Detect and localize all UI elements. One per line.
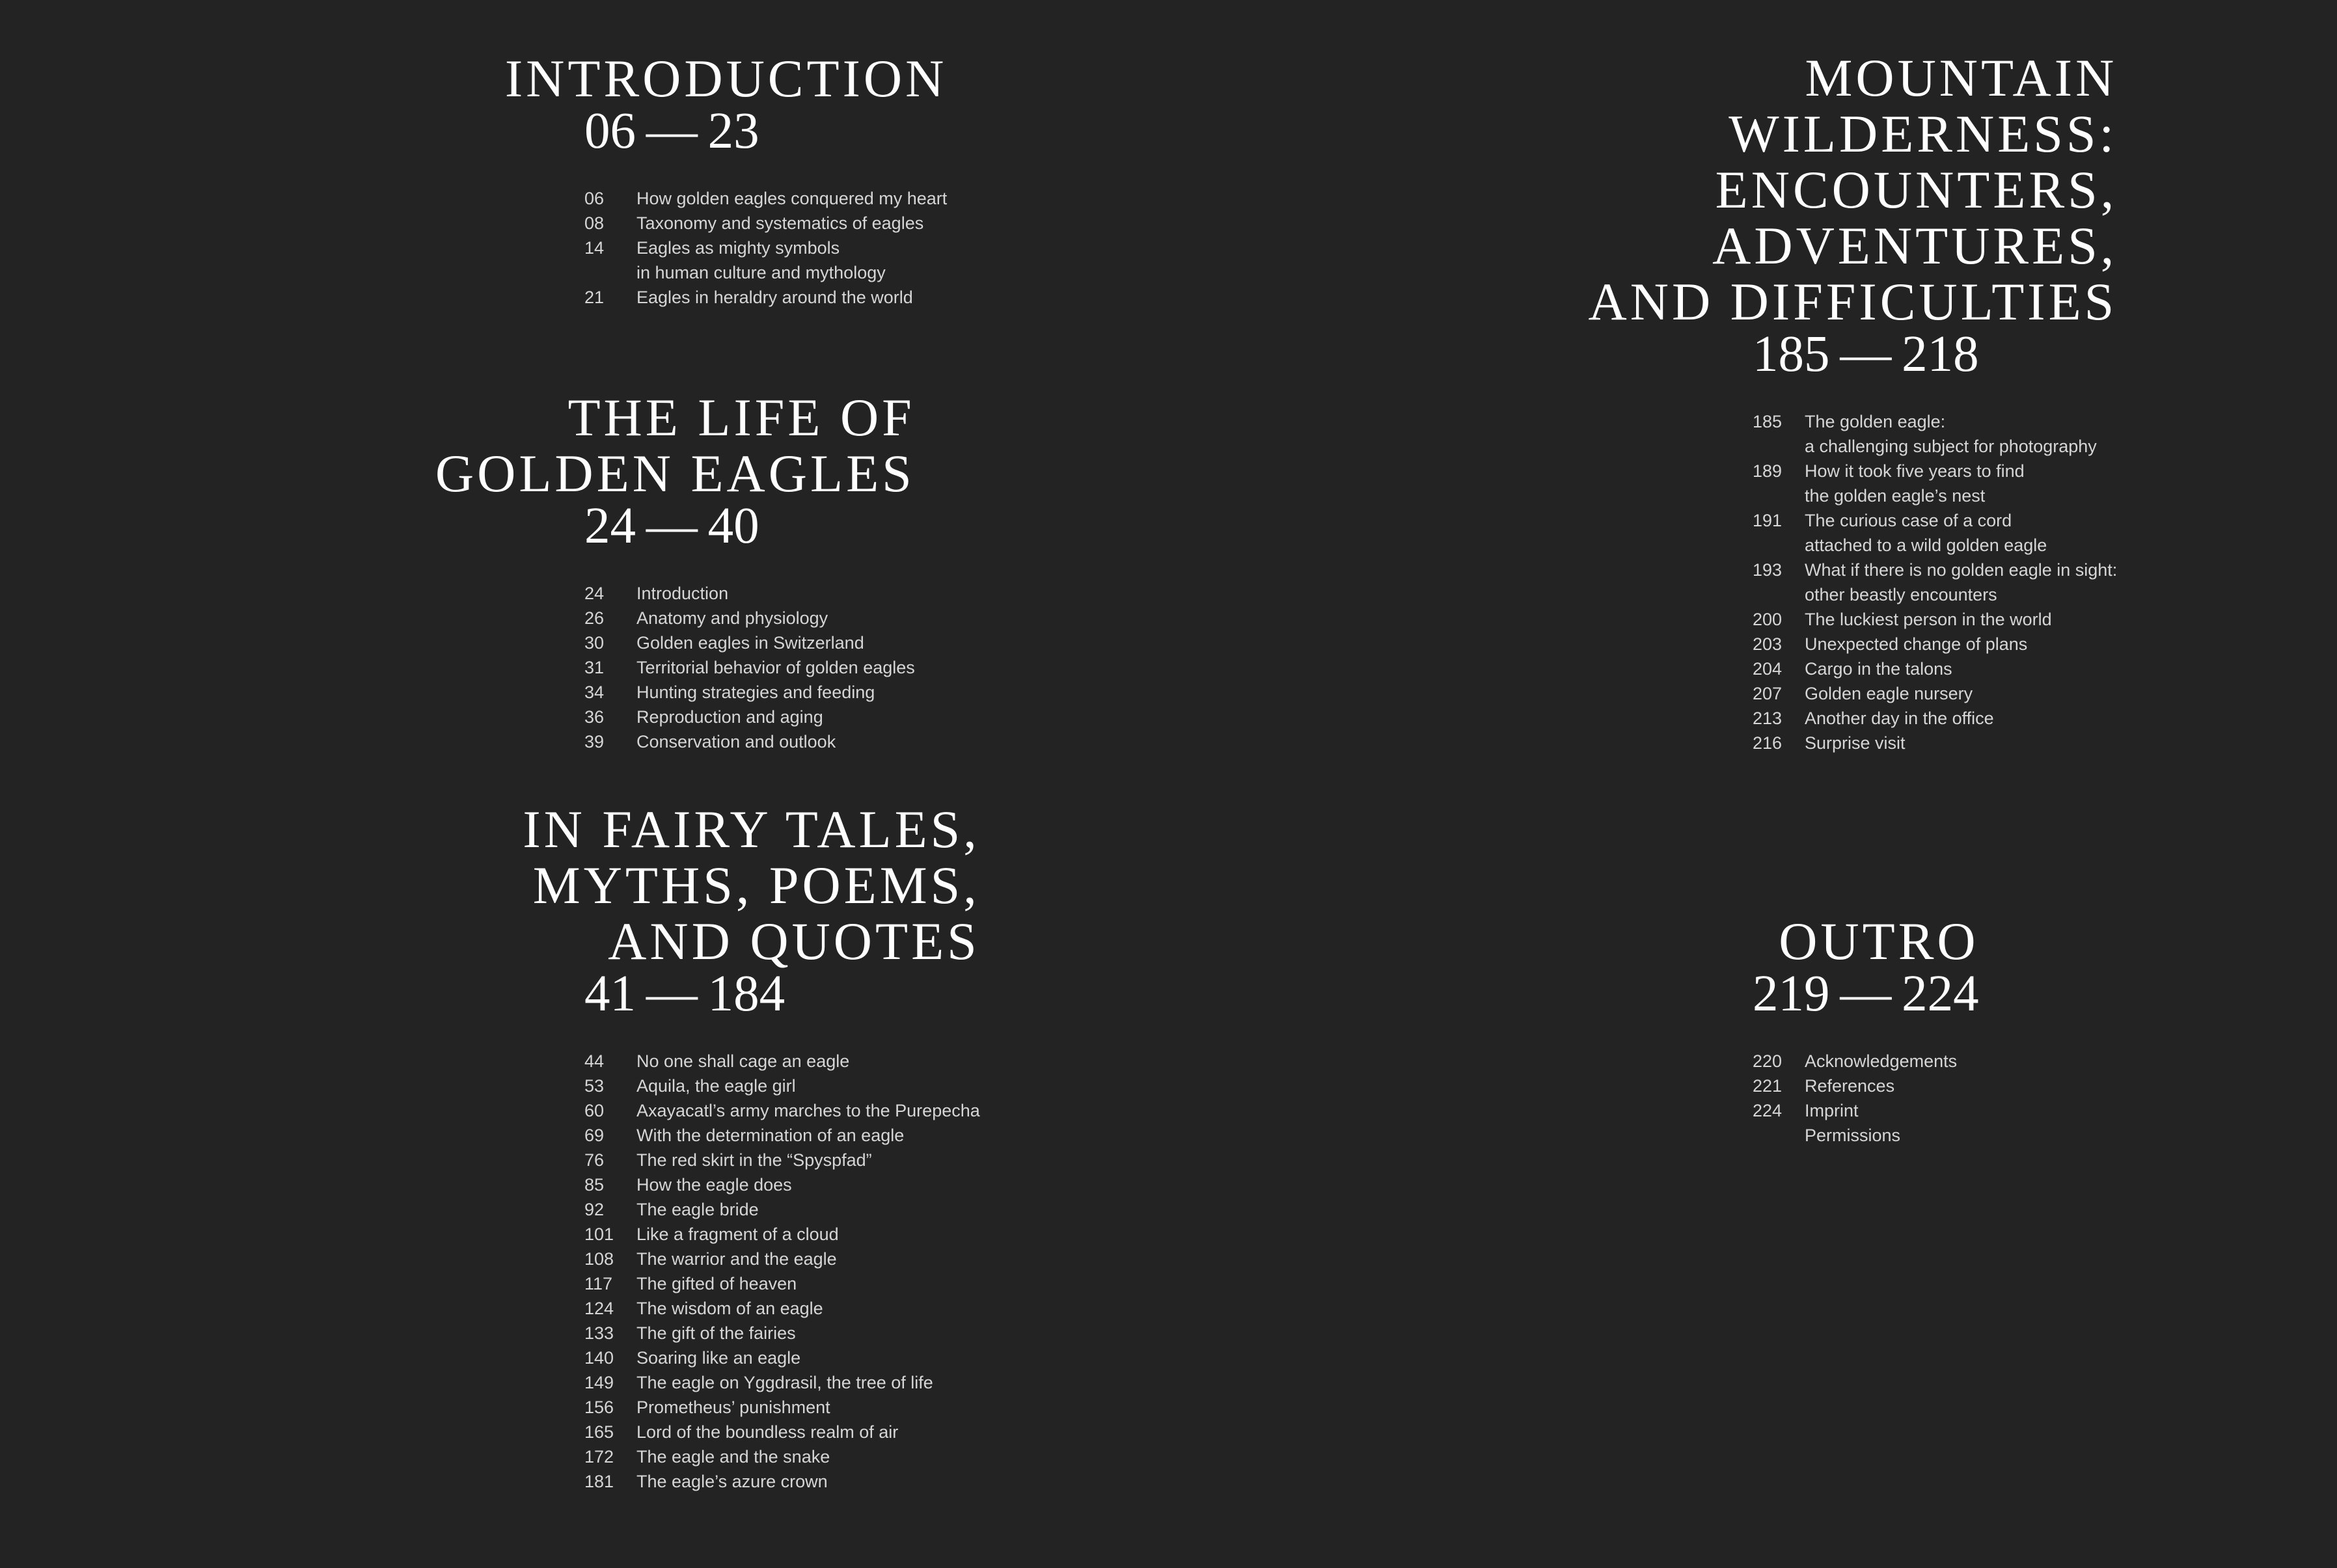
entry-title: Reproduction and aging [636, 707, 823, 727]
section-title: IN FAIRY TALES, MYTHS, POEMS, AND QUOTES [523, 800, 980, 971]
entry-list [584, 186, 947, 310]
entry-title: Soaring like an eagle [636, 1348, 801, 1368]
entry-title: The wisdom of an eagle [636, 1299, 823, 1318]
toc-entry[interactable] [1753, 1123, 1979, 1148]
toc-entry[interactable] [584, 1469, 980, 1494]
entry-page-number: 172 [584, 1447, 614, 1467]
section-mountain-wilderness [1588, 48, 2118, 755]
entry-page-number: 149 [584, 1373, 614, 1392]
toc-entry[interactable] [584, 1074, 980, 1098]
entry-list [1753, 1049, 1979, 1148]
entry-page-number: 76 [584, 1150, 605, 1170]
entry-title: The golden eagle: a challenging subject for photography [1805, 412, 2097, 456]
toc-entry[interactable] [584, 729, 915, 754]
entry-page-number: 92 [584, 1200, 605, 1219]
entry-page-number: 30 [584, 633, 605, 653]
entry-title: Hunting strategies and feeding [636, 683, 875, 702]
toc-entry[interactable] [1753, 706, 2117, 731]
entry-page-number: 181 [584, 1472, 614, 1491]
toc-entry[interactable] [584, 186, 947, 211]
entry-page-number: 140 [584, 1348, 614, 1368]
entry-title: The eagle bride [636, 1200, 759, 1219]
entry-page-number: 44 [584, 1051, 605, 1071]
entry-page-number: 185 [1753, 412, 1783, 431]
entry-page-number: 220 [1753, 1051, 1783, 1071]
toc-entry[interactable] [584, 655, 915, 680]
toc-entry[interactable] [584, 1395, 980, 1420]
entry-title: Aquila, the eagle girl [636, 1076, 796, 1096]
entry-page-number: 221 [1753, 1076, 1783, 1096]
entry-page-number: 24 [584, 584, 605, 603]
entry-title: How the eagle does [636, 1175, 792, 1195]
page-range: 24 — 40 [584, 498, 759, 554]
entry-title: Taxonomy and systematics of eagles [636, 213, 924, 233]
entry-title: Acknowledgements [1805, 1051, 1958, 1071]
entry-page-number: 207 [1753, 684, 1783, 703]
entry-page-number: 53 [584, 1076, 605, 1096]
toc-entry[interactable] [584, 1444, 980, 1469]
entry-title: Anatomy and physiology [636, 608, 828, 628]
toc-entry[interactable] [584, 1345, 980, 1370]
toc-entry[interactable] [584, 236, 947, 285]
toc-entry[interactable] [584, 211, 947, 236]
toc-entry[interactable] [1753, 731, 2117, 755]
entry-page-number: 101 [584, 1224, 614, 1244]
entry-title: The gift of the fairies [636, 1323, 796, 1343]
entry-page-number: 36 [584, 707, 605, 727]
entry-page-number: 133 [584, 1323, 614, 1343]
page-range: 41 — 184 [584, 966, 786, 1022]
entry-title: The luckiest person in the world [1805, 610, 2052, 629]
toc-entry[interactable] [584, 630, 915, 655]
entry-title: Unexpected change of plans [1805, 634, 2028, 654]
entry-page-number: 224 [1753, 1101, 1783, 1120]
entry-list [584, 581, 915, 754]
section-title: OUTRO [1779, 912, 1979, 971]
toc-entry[interactable] [584, 285, 947, 310]
toc-entry[interactable] [1753, 1098, 1979, 1123]
toc-entry[interactable] [1753, 409, 2117, 459]
entry-title: Like a fragment of a cloud [636, 1224, 839, 1244]
entry-title: Eagles in heraldry around the world [636, 288, 913, 307]
toc-entry[interactable] [584, 1049, 980, 1074]
entry-title: Territorial behavior of golden eagles [636, 658, 915, 677]
toc-entry[interactable] [1753, 681, 2117, 706]
entry-title: Prometheus’ punishment [636, 1398, 830, 1417]
toc-entry[interactable] [584, 705, 915, 729]
toc-entry[interactable] [584, 1148, 980, 1172]
entry-title: Golden eagle nursery [1805, 684, 1973, 703]
entry-title: Surprise visit [1805, 733, 1906, 753]
toc-entry[interactable] [584, 680, 915, 705]
entry-title: No one shall cage an eagle [636, 1051, 850, 1071]
page-range: 219 — 224 [1753, 966, 1979, 1022]
section-outro [1753, 912, 1979, 1148]
toc-entry[interactable] [584, 1420, 980, 1444]
entry-page-number: 193 [1753, 560, 1783, 580]
entry-title: The red skirt in the “Spyspfad” [636, 1150, 872, 1170]
entry-page-number: 108 [584, 1249, 614, 1269]
entry-title: The eagle on Yggdrasil, the tree of life [636, 1373, 933, 1392]
entry-title: Conservation and outlook [636, 732, 836, 751]
section-title: THE LIFE OF GOLDEN EAGLES [435, 388, 915, 503]
section-title: INTRODUCTION [504, 49, 948, 108]
entry-title: The eagle’s azure crown [636, 1472, 828, 1491]
entry-page-number: 165 [584, 1422, 614, 1442]
toc-entry[interactable] [584, 1222, 980, 1247]
entry-title: Introduction [636, 584, 729, 603]
entry-page-number: 69 [584, 1126, 605, 1145]
entry-title: Axayacatl’s army marches to the Purepecha [636, 1101, 980, 1120]
toc-entry[interactable] [584, 1123, 980, 1148]
entry-title: Permissions [1805, 1126, 1901, 1145]
entry-list [584, 1049, 980, 1494]
toc-entry[interactable] [1753, 558, 2117, 607]
toc-entry[interactable] [584, 1197, 980, 1222]
entry-title: The eagle and the snake [636, 1447, 830, 1467]
entry-page-number: 200 [1753, 610, 1783, 629]
entry-title: How golden eagles conquered my heart [636, 189, 948, 208]
entry-title: Imprint [1805, 1101, 1859, 1120]
toc-entry[interactable] [584, 581, 915, 606]
entry-title: The gifted of heaven [636, 1274, 797, 1293]
entry-page-number: 14 [584, 238, 605, 258]
entry-title: With the determination of an eagle [636, 1126, 905, 1145]
entry-page-number: 26 [584, 608, 605, 628]
toc-entry[interactable] [1753, 656, 2117, 681]
entry-page-number: 60 [584, 1101, 605, 1120]
entry-page-number: 156 [584, 1398, 614, 1417]
toc-entry[interactable] [1753, 607, 2117, 632]
section-title: MOUNTAIN WILDERNESS: ENCOUNTERS, ADVENTURES, AND DIFFICULTIES [1588, 48, 2118, 331]
entry-page-number: 203 [1753, 634, 1783, 654]
entry-page-number: 191 [1753, 511, 1783, 530]
entry-title: Eagles as mighty symbols in human culture and mythology [636, 238, 886, 282]
entry-title: Another day in the office [1805, 709, 1994, 728]
toc-entry[interactable] [584, 1098, 980, 1123]
entry-title: How it took five years to find the golden eagle’s nest [1805, 461, 2025, 506]
page-range: 06 — 23 [584, 103, 759, 159]
toc-entry[interactable] [1753, 508, 2117, 558]
entry-title: References [1805, 1076, 1895, 1096]
entry-page-number: 216 [1753, 733, 1783, 753]
toc-entry[interactable] [1753, 1074, 1979, 1098]
toc-entry[interactable] [584, 606, 915, 630]
entry-page-number: 34 [584, 683, 605, 702]
entry-page-number [1753, 1123, 1805, 1148]
toc-entry[interactable] [584, 1370, 980, 1395]
entry-page-number: 189 [1753, 461, 1783, 481]
entry-title: Lord of the boundless realm of air [636, 1422, 899, 1442]
toc-entry[interactable] [584, 1296, 980, 1321]
section-life-of-golden-eagles [435, 388, 915, 754]
toc-entry[interactable] [584, 1172, 980, 1197]
entry-title: Cargo in the talons [1805, 659, 1952, 679]
toc-entry[interactable] [584, 1321, 980, 1345]
entry-page-number: 117 [584, 1274, 613, 1293]
toc-entry[interactable] [584, 1271, 980, 1296]
entry-page-number: 39 [584, 732, 605, 751]
entry-page-number: 124 [584, 1299, 614, 1318]
toc-entry[interactable] [1753, 1049, 1979, 1074]
entry-page-number: 08 [584, 213, 605, 233]
entry-title: What if there is no golden eagle in sight: other beastly encounters [1805, 560, 2118, 604]
entry-title: The curious case of a cord attached to a wild golden eagle [1805, 511, 2047, 555]
entry-page-number: 85 [584, 1175, 605, 1195]
entry-page-number: 21 [584, 288, 605, 307]
entry-page-number: 31 [584, 658, 605, 677]
entry-page-number: 204 [1753, 659, 1783, 679]
entry-page-number: 06 [584, 189, 605, 208]
entry-page-number: 213 [1753, 709, 1783, 728]
toc-entry[interactable] [1753, 459, 2117, 508]
page-range: 185 — 218 [1753, 326, 1979, 383]
entry-title: Golden eagles in Switzerland [636, 633, 864, 653]
toc-entry[interactable] [584, 1247, 980, 1271]
entry-title: The warrior and the eagle [636, 1249, 837, 1269]
toc-entry[interactable] [1753, 632, 2117, 656]
section-fairy-tales [523, 800, 980, 1494]
section-introduction [504, 49, 948, 310]
entry-list [1753, 409, 2117, 755]
